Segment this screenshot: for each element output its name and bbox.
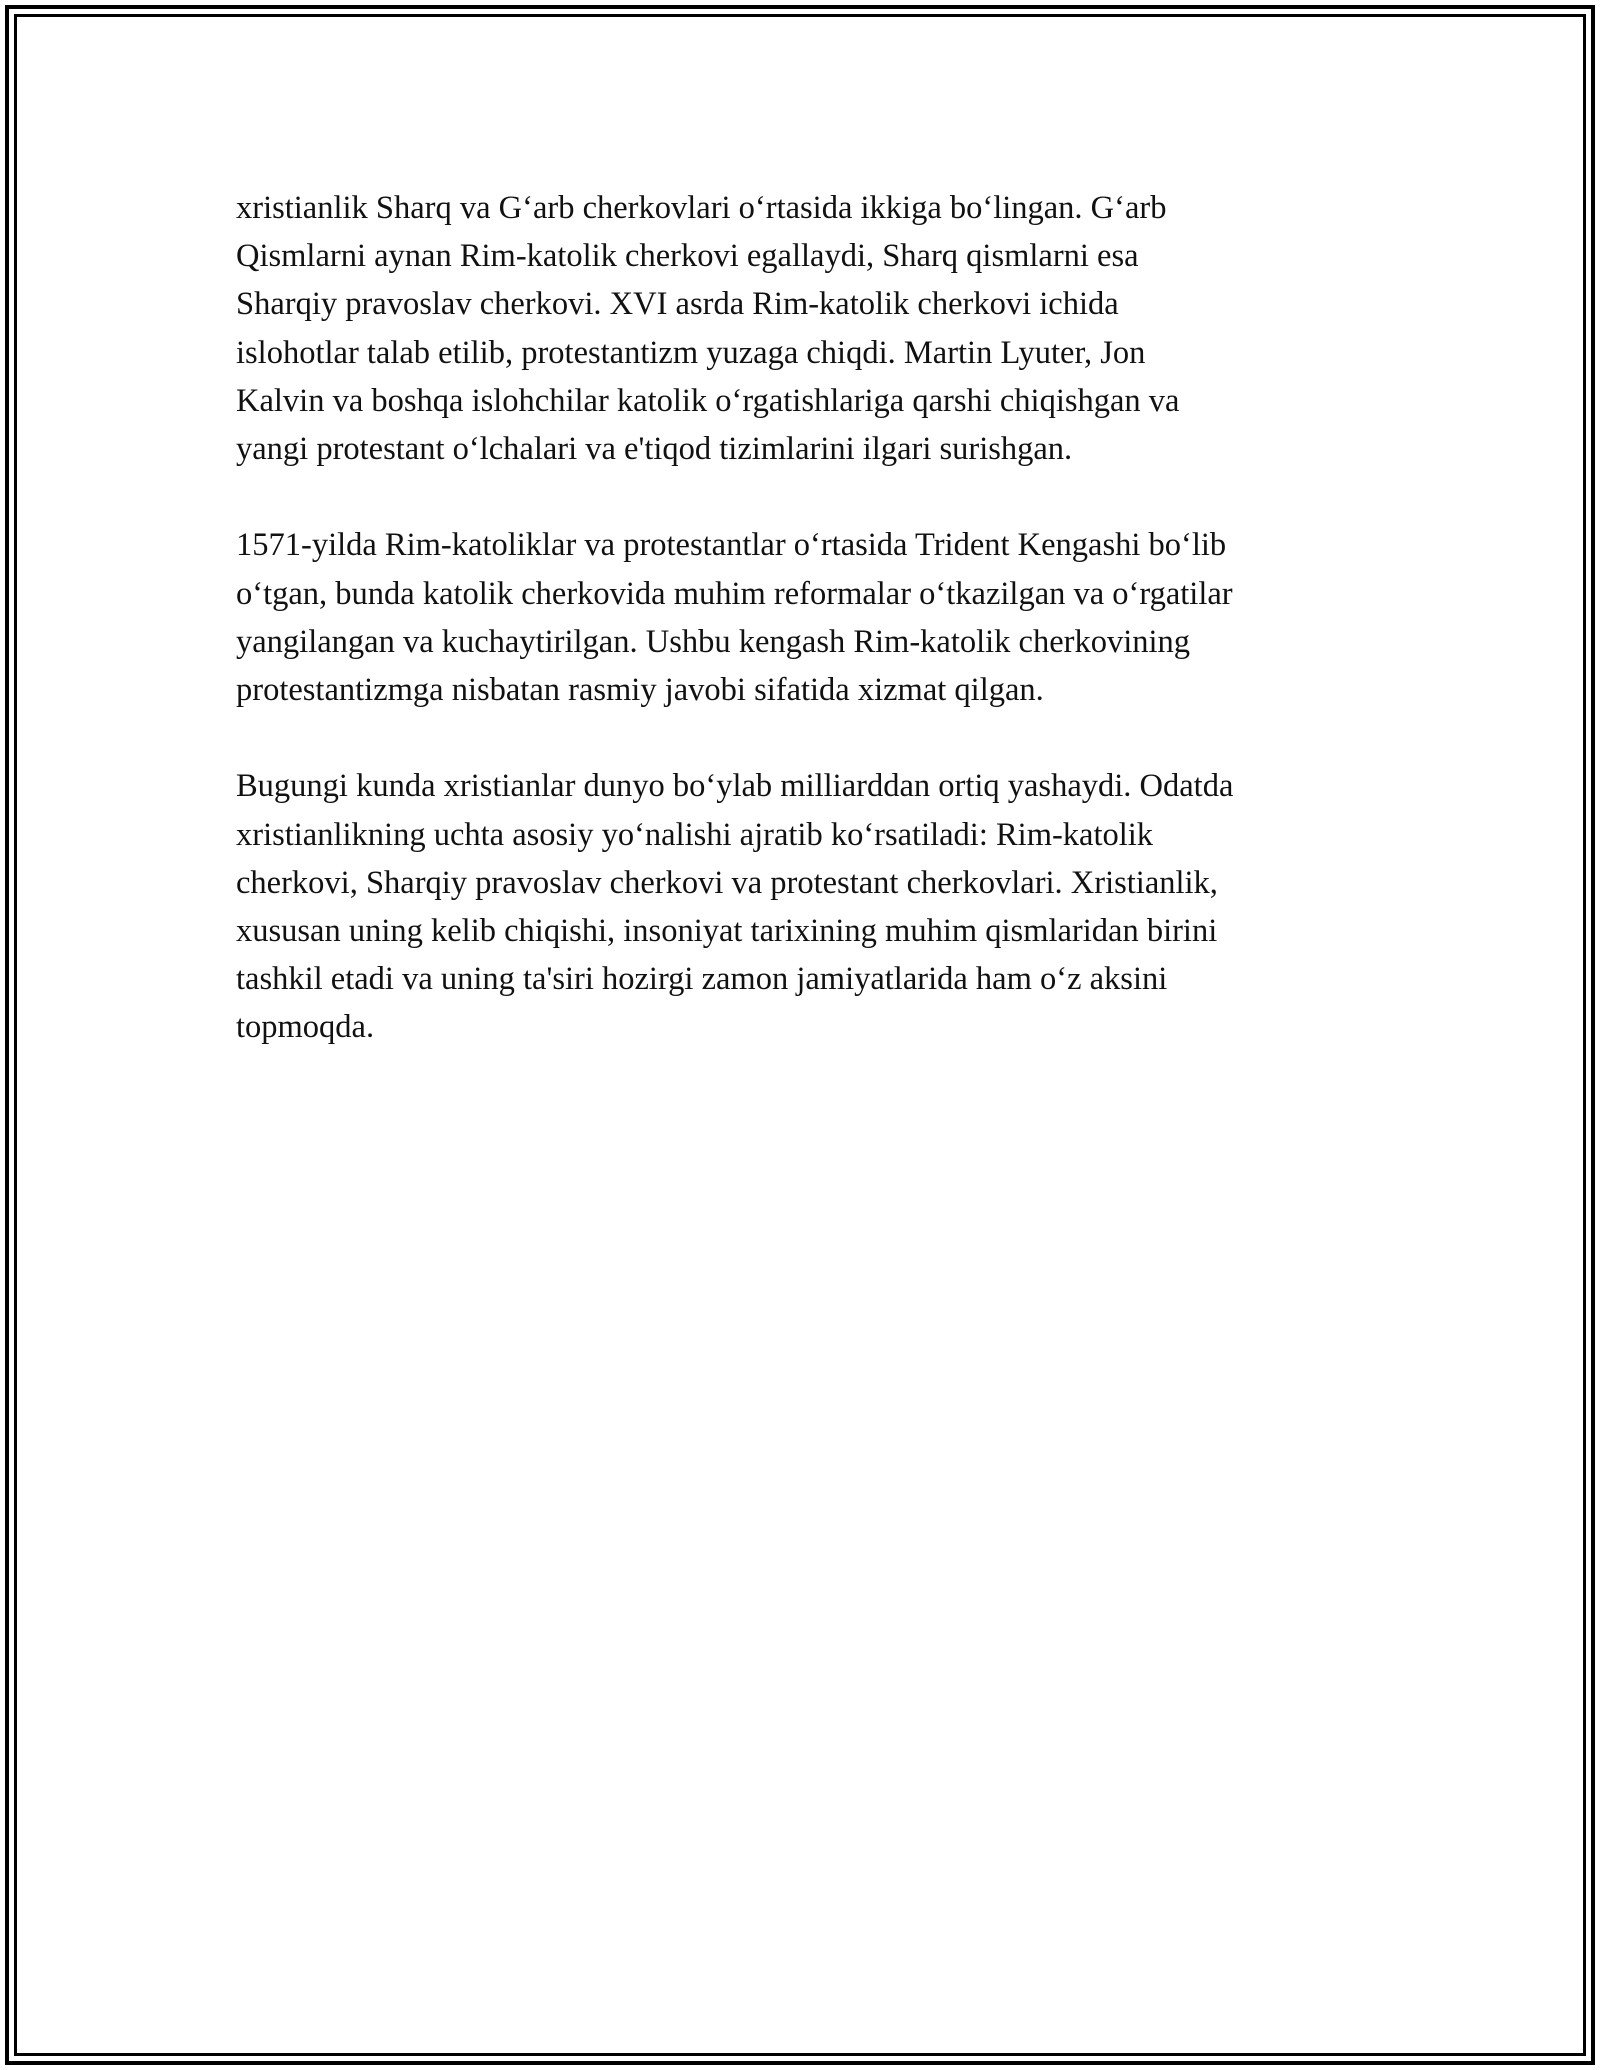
paragraph-3: Bugungi kunda xristianlar dunyo bo‘ylab milliarddan ortiq yashaydi. Odatda xristianlikning uchta asosiy yo‘nalishi ajratib ko‘rsatiladi: Rim-katolik cherkovi, Sharqiy pravoslav cherkovi va protestant cherkovlari. Xristianlik, xususan uning kelib chiqishi, insoniyat tarixining muhim qismlaridan birini tashkil etadi va uning ta'siri hozirgi zamon jamiyatlarida ham o‘z aksini topmoqda. <box>236 768 1234 1046</box>
document-body <box>236 184 1366 1100</box>
paragraph-1: xristianlik Sharq va G‘arb cherkovlari o‘rtasida ikkiga bo‘lingan. G‘arb Qismlarni aynan Rim-katolik cherkovi egallaydi, Sharq qismlarni esa Sharqiy pravoslav cherkovi. XVI asrda Rim-katolik cherkovi ichida islohotlar talab etilib, protestantizm yuzaga chiqdi. Martin Lyuter, Jon Kalvin va boshqa islohchilar katolik o‘rgatishlariga qarshi chiqishgan va yangi protestant o‘lchalari va e'tiqod tizimlarini ilgari surishgan. <box>236 190 1180 468</box>
paragraph-2: 1571-yilda Rim-katoliklar va protestantlar o‘rtasida Trident Kengashi bo‘lib o‘tgan, bunda katolik cherkovida muhim reformalar o‘tkazilgan va o‘rgatilar yangilangan va kuchaytirilgan. Ushbu kengash Rim-katolik cherkovining protestantizmga nisbatan rasmiy javobi sifatida xizmat qilgan. <box>236 527 1233 709</box>
